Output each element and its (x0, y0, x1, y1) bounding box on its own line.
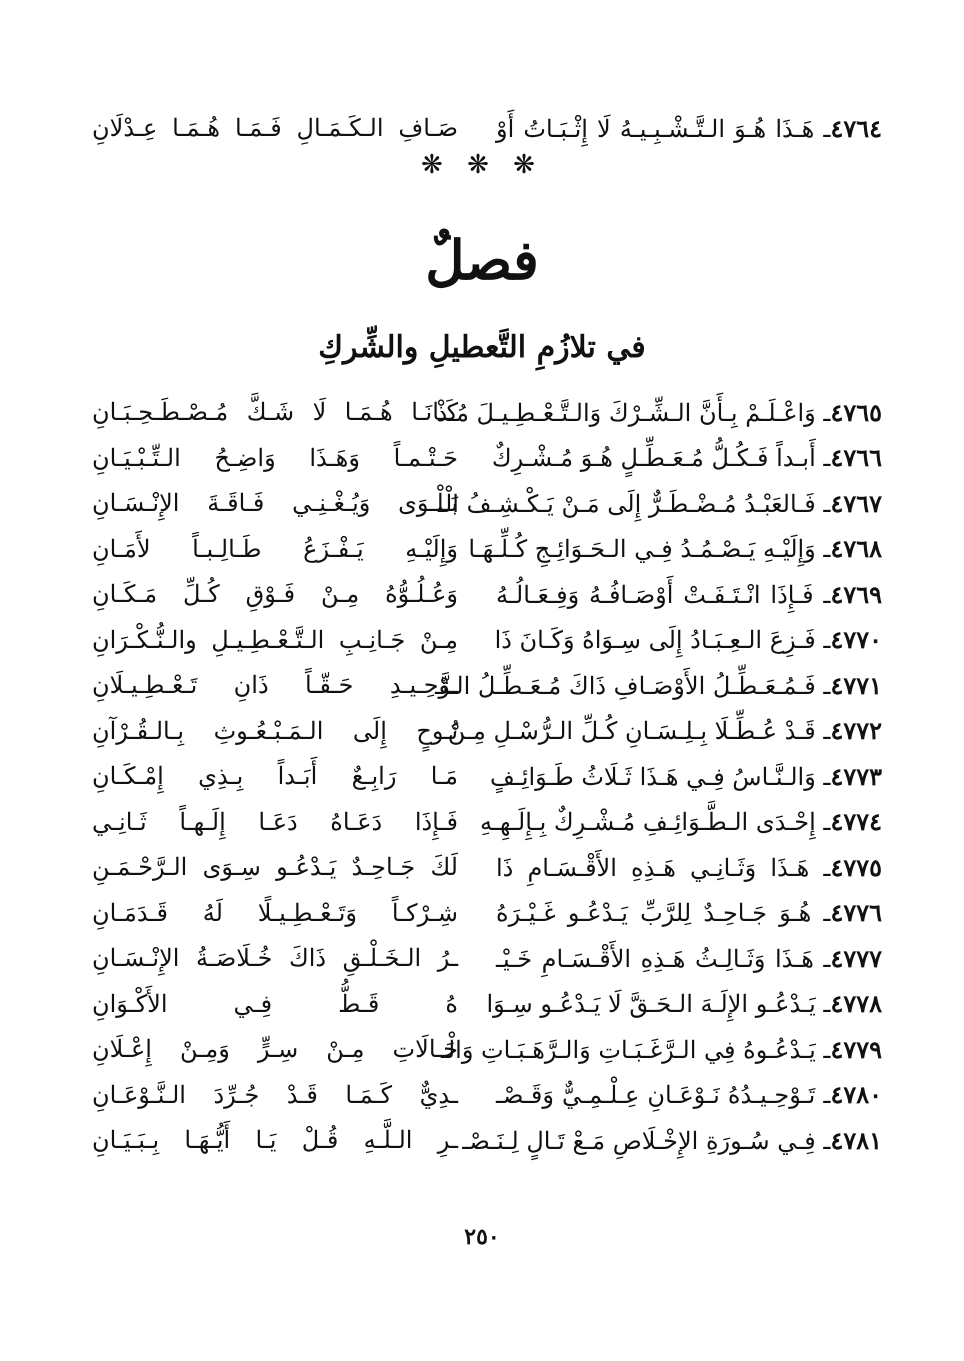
verse-number: ٤٧٧٩ (830, 1034, 882, 1064)
verse-first-hemistich (479, 807, 882, 836)
verse-first-hemistich (496, 580, 882, 609)
verse-number: ٤٧٧١ (830, 670, 882, 700)
page-number: ٢٥٠ (464, 1224, 500, 1250)
verse-second-hemistich: كَـانَـا هُـمَـا لَا شَـكَّ مُـصْـطَـحِـبَـانِ (92, 398, 458, 426)
verse-second-hemistich: لَكَ جَـاحِـدٌ يَـدْعُـو سِـوَى الـرَّحْـمَـنِ (92, 853, 458, 881)
verse-second-hemistich: شِـرْكـاً وَتَـعْـطِـيـلًا لَهُ قَـدَمَـانِ (92, 898, 458, 927)
verse-number: ٤٧٦٨ (830, 534, 882, 563)
verse-row (92, 620, 882, 660)
verse-first-hemistich (468, 534, 882, 563)
verse-second-hemistich: مِـنْ جَـانِـبِ الـتَّـعْـطِـيـلِ والـنُّـكْـرَانِ (92, 625, 458, 654)
verse-text: ـ وَاعْـلَـمْ بِـأَنَّ الـشِّـرْكَ وَالـتَّـعْـطِـيـلَ مُـذْ (436, 398, 831, 427)
verse-first-hemistich (486, 989, 882, 1018)
verse-second-hemistich: وَعُـلُـوُّهُ مِـنْ فَـوْقِ كُـلِّ مَـكَـانِ (92, 580, 458, 608)
verse-second-hemistich: ـرِ الـلَّـهِ قُـلْ يَـا أَيُّـهَـا بِـبَـيَـانِ (92, 1126, 458, 1154)
verse-text: ـ هَـذَا وَثَـانِـي هَـذِهِ الأَقْـسَـامِ ذَا (496, 853, 831, 882)
verse-first-hemistich (447, 716, 882, 745)
verse-text: ـ إِحْـدَى الـطَّـوَائِـفِ مُـشْـرِكٌ بِـإِلَـهِـهِ (479, 808, 831, 836)
section-separator: ❋ ❋ ❋ (421, 150, 543, 180)
verse-number: ٤٧٨٠ (830, 1080, 882, 1109)
verse-second-hemistich: هُ قَـطُّ فِـي الأَكْـوَانِ (92, 989, 458, 1018)
verse-row (92, 847, 882, 887)
verse-first-hemistich (496, 898, 882, 927)
verse-first-hemistich (496, 625, 882, 654)
verse-number: ٤٧٦٤ (830, 113, 882, 143)
verse-text: ـ وَإِلَيْـهِ يَـصْـمُـدُ فِـي الـحَـوَائِـجِ كُـلِّـهَـا (468, 535, 831, 563)
verse-row (92, 483, 882, 523)
verse-first-hemistich (462, 1125, 882, 1155)
verse-row (92, 529, 882, 569)
verse-second-hemistich: حَـتْـمـاً وَهَـذَا وَاضِـحُ الـتِّـبْـيَـانِ (92, 443, 458, 472)
verse-text: ـ فِـي سُـورَةِ الإِخْـلَاصِ مَـعْ تَـالٍ لِـنَـصْـ (462, 1126, 831, 1155)
verse-row (92, 938, 882, 978)
verse-row (92, 665, 882, 705)
verse-row (92, 984, 882, 1024)
verse-second-hemistich: ـوْحِـيـدِ حَـقّـاً ذَانِ تَـعْـطِـيـلَانِ (92, 671, 458, 699)
verse-row (92, 756, 882, 796)
verse-number: ٤٧٦٩ (830, 579, 882, 609)
verse-number: ٤٧٨١ (830, 1125, 882, 1155)
verse-number: ٤٧٧٣ (830, 761, 882, 791)
top-verse (92, 108, 882, 148)
verse-first-hemistich (496, 853, 882, 882)
verse-text: ـ فَـمُـعَـطِّـلُ الأَوْصَـافِ ذَاكَ مُـعَـطِّـلُ الـتَّـ (434, 671, 831, 700)
verse-number: ٤٧٧٨ (830, 989, 882, 1018)
verse-second-hemistich: مَـا رَابِـعٌ أَبَـداً بِـذِي إِمْـكَـانِ (92, 762, 458, 790)
section-heading: فصلٌ (425, 228, 539, 292)
verse-first-hemistich (489, 761, 882, 791)
verse-row (92, 438, 882, 478)
verse-first-hemistich (496, 944, 882, 973)
verse-text: ـ وَالـنَّـاسُ فِـي هَـذَا ثَـلَاثُ طَـوَائِـفٍ (489, 762, 831, 791)
verse-number: ٤٧٧٢ (830, 716, 882, 745)
verse-text: ـ يَـدْعُـو الإِلَـهَ الـحَـقَّ لَا يَـدْعُـو سِـوَا (486, 990, 831, 1018)
verse-row (92, 893, 882, 933)
verse-number: ٤٧٦٦ (830, 443, 882, 472)
verse-row (92, 1075, 882, 1115)
verse-row (92, 711, 882, 751)
verse-text: ـ فَـإِذَا انْـتَـفَـتْ أَوْصَـافُـهُ وَفِـعَـالُـهُ (496, 580, 831, 609)
verse-row (92, 1029, 882, 1069)
verse-second-hemistich: فَـإِذَا دَعَـاهُ دَعَـا إِلَـهـاً ثَـانِـي (92, 807, 458, 836)
verse-number: ٤٧٧٧ (830, 943, 882, 973)
verse-second-hemistich: ـدِيٌّ كَـمَـا قَـدْ جُـرِّدَ الـنَّـوْعَـانِ (92, 1080, 458, 1109)
verse-text: ـ فَـزِعَ الـعِـبَـادُ إِلَى سِـوَاهُ وَكَـانَ ذَا (494, 626, 831, 654)
verse-row (92, 1120, 882, 1160)
verse-second-hemistich: نُـوحٍ إِلَى الـمَـبْـعُـوثِ بِـالـقُـرْآنِ (92, 716, 458, 745)
verse-second-hemistich: حَـالَاتِ مِـنْ سِـرٍّ وَمِـنْ إِعْـلَانِ (92, 1035, 458, 1063)
section-subheading: في تلازُمِ التَّعطيلِ والشِّركِ (318, 330, 646, 365)
verse-first-hemistich (437, 488, 882, 518)
verse-second-hemistich: صَـافِ الـكَـمَـالِ فَـمَـا هُـمَـا عِـدْلَانِ (92, 114, 458, 142)
verse-number: ٤٧٧٥ (830, 852, 882, 882)
verse-number: ٤٧٧٤ (830, 807, 882, 836)
verse-text: ـ يَـدْعُـوهُ فِي الـرَّغَـبَـاتِ وَالـرَّهَـبَـاتِ وَالْـ (440, 1035, 831, 1064)
verse-number: ٤٧٦٧ (830, 488, 882, 518)
verse-second-hemistich: ـرُ الـخَـلْـقِ ذَاكَ خُـلَاصَـةُ الإِنْـسَـانِ (92, 944, 458, 972)
verse-first-hemistich (440, 1034, 882, 1064)
verse-text: ـ هُـوَ جَـاحِـدٌ لِلرَّبِّ يَـدْعُـو غَـيْـرَهُ (496, 899, 831, 927)
verse-second-hemistich: وَإِلَيْـهِ يَـفْـزَعُ طَـالِـبـاً لأَمَـانِ (92, 534, 458, 563)
verse-text: ـ تَـوْحِـيـدُهُ نَـوْعَـانِ عِـلْـمِـيٌّ وَقَـصْـ (496, 1081, 831, 1109)
verse-first-hemistich (434, 670, 882, 700)
verse-number: ٤٧٧٠ (830, 625, 882, 654)
verse-text: ـ أَبـداً فَـكُـلُّ مُـعَـطِّـلٍ هُـوَ مُـشْـرِكٌ (491, 444, 831, 472)
verse-second-hemistich: بَـلْـوَى وَيُـغْـنِـي فَـاقَـةَ الإِنْـسَـانِ (92, 489, 458, 517)
verse-text: ـ هَـذَا وَثَـالِـثُ هَـذِهِ الأَقْـسَـامِ خَـيْـ (496, 944, 831, 973)
verse-row (92, 802, 882, 842)
verse-row (92, 574, 882, 614)
verse-number: ٤٧٧٦ (830, 898, 882, 927)
verse-text: ـ فَـالعَبْـدُ مُـضْـطَـرٌّ إِلَى مَـنْ يَـكْـشِـفُ الْـ (437, 489, 831, 518)
verse-row (92, 392, 882, 432)
verse-text: ـ هَـذَا هُـوَ الـتَّـشْـبِـيـهُ لَا إِثْـبَـاتُ أَوْ (496, 114, 831, 143)
verse-first-hemistich (436, 397, 882, 427)
verse-first-hemistich (496, 114, 882, 143)
verse-number: ٤٧٦٥ (830, 397, 882, 427)
verse-first-hemistich (491, 443, 882, 472)
verse-text: ـ قَـدْ عُـطِّـلَا بِـلِـسَـانِ كُـلِّ الـرُّسْـلِ مِـنْ (447, 717, 831, 745)
verse-first-hemistich (496, 1080, 882, 1109)
